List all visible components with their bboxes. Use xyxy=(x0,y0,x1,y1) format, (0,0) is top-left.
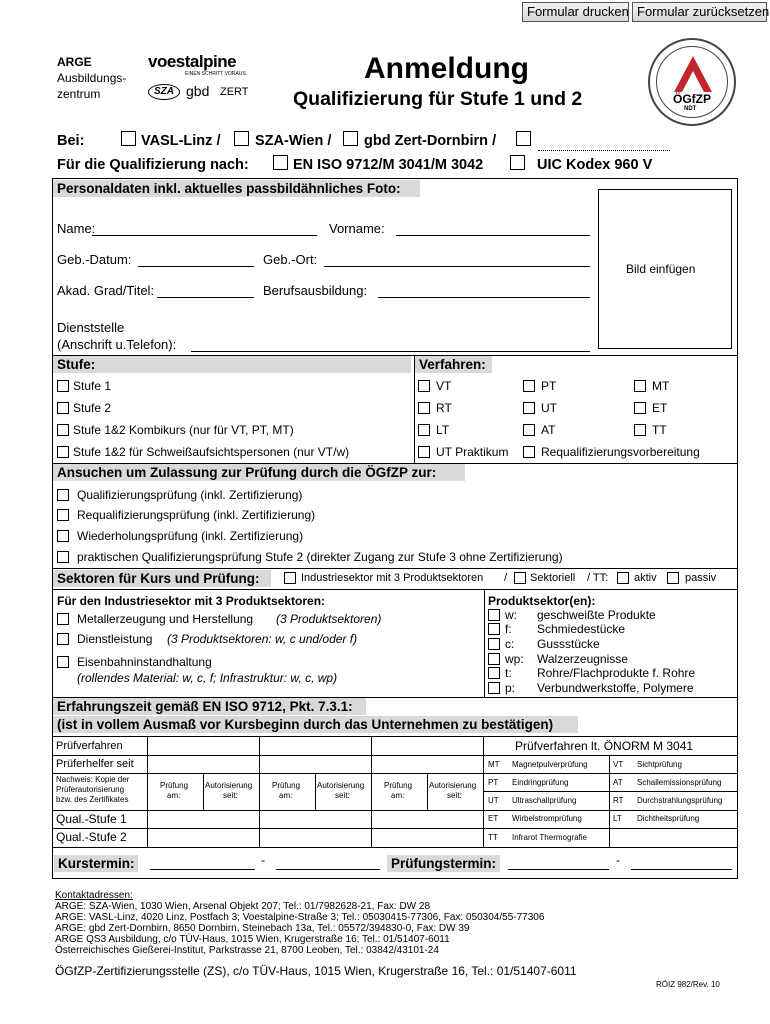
bei-label: Bei: xyxy=(57,133,85,149)
beruf-field[interactable] xyxy=(378,297,590,298)
autorisierung-sub: seit: xyxy=(335,791,350,800)
prod-wp-code: wp: xyxy=(505,652,524,666)
kontakt-line-3: ARGE: gbd Zert-Dornbirn, 8650 Dornbirn, Steinebach 13a, Tel.: 05572/394830-0, Fax: DW 39 xyxy=(55,923,470,934)
kontakt-line-5: Österreichisches Gießerei-Institut, Parkstrasse 21, 8700 Leoben, Tel.: 03842/43101-24 xyxy=(55,945,439,956)
kurstermin-label: Kurstermin: xyxy=(54,855,138,872)
kurstermin-dash: - xyxy=(261,853,265,867)
ansuchen-praktisch-label: praktischen Qualifizierungsprüfung Stufe 2 (direkter Zugang zur Stufe 3 ohne Zertifizierung) xyxy=(77,550,563,564)
ansuchen-wiederholung-checkbox[interactable] xyxy=(57,530,69,542)
stufe-kombi-label: Stufe 1&2 Kombikurs (nur für VT, PT, MT) xyxy=(73,423,294,437)
autorisierung-header: Autorisierung xyxy=(205,781,253,790)
verfahren-mt-label: MT xyxy=(652,379,670,393)
qual-stufe-1-label: Qual.-Stufe 1 xyxy=(56,812,127,826)
verfahren-tt-label: TT xyxy=(652,423,667,437)
verfahren-lt-label: LT xyxy=(436,423,450,437)
pruefung-am-sub: am: xyxy=(167,791,181,800)
akad-label: Akad. Grad/Titel: xyxy=(57,283,155,298)
method-tt-code: TT xyxy=(488,833,498,842)
prod-w-checkbox[interactable] xyxy=(488,609,500,621)
zentrum-label: zentrum xyxy=(57,87,101,101)
tt-passiv-checkbox[interactable] xyxy=(667,572,679,584)
method-et-name: Wirbelstromprüfung xyxy=(512,814,582,823)
voestalpine-logo: voestalpine xyxy=(148,52,237,71)
verfahren-et-label: ET xyxy=(652,401,668,415)
verfahren-et-checkbox[interactable] xyxy=(634,402,646,414)
beruf-label: Berufsausbildung: xyxy=(263,283,368,298)
ind-metall-label: Metallerzeugung und Herstellung xyxy=(77,612,254,626)
ind-eisenbahn-label: Eisenbahninstandhaltung xyxy=(77,655,212,669)
stufe-header: Stufe: xyxy=(53,356,411,373)
pruefung-am-sub: am: xyxy=(391,791,405,800)
method-rt-code: RT xyxy=(613,796,624,805)
prod-t-checkbox[interactable] xyxy=(488,667,500,679)
sektor-tt-label: / TT: xyxy=(587,572,609,584)
ansuchen-requal-label: Requalifizierungsprüfung (inkl. Zertifizierung) xyxy=(77,508,316,522)
prod-c-checkbox[interactable] xyxy=(488,638,500,650)
nachweis-line1: Nachweis: Kopie der xyxy=(56,775,130,784)
autorisierung-header: Autorisierung xyxy=(317,781,365,790)
prod-f-code: f: xyxy=(505,622,512,636)
ansuchen-requal-checkbox[interactable] xyxy=(57,509,69,521)
kontakt-line-1: ARGE: SZA-Wien, 1030 Wien, Arsenal Objekt 207; Tel.: 01/7982628-21, Fax: DW 28 xyxy=(55,901,430,912)
ausbildungs-label: Ausbildungs- xyxy=(57,71,127,85)
method-at-code: AT xyxy=(613,778,623,787)
tt-aktiv-label: aktiv xyxy=(634,572,657,584)
method-mt-code: MT xyxy=(488,760,500,769)
tt-passiv-label: passiv xyxy=(685,572,717,584)
prod-c-code: c: xyxy=(505,637,515,651)
prod-w-label: geschweißte Produkte xyxy=(537,608,656,622)
qual-en-iso-label: EN ISO 9712/M 3041/M 3042 xyxy=(293,157,484,173)
verfahren-rt-checkbox[interactable] xyxy=(418,402,430,414)
kontakt-header: Kontaktadressen: xyxy=(55,890,133,901)
ind-metall-checkbox[interactable] xyxy=(57,613,69,625)
kontakt-line-2: ARGE: VASL-Linz, 4020 Linz, Postfach 3; Voestalpine-Straße 3; Tel.: 05030415-77306, Fax: 050304/55-77306 xyxy=(55,912,545,923)
prod-w-code: w: xyxy=(505,608,517,622)
revision-label: RÖIZ 982/Rev. 10 xyxy=(656,980,720,989)
voestalpine-claim: EINEN SCHRITT VORAUS. xyxy=(185,71,248,77)
tt-aktiv-checkbox[interactable] xyxy=(617,572,629,584)
verfahren-pt-label: PT xyxy=(541,379,557,393)
method-pt-code: PT xyxy=(488,778,499,787)
geb-ort-field[interactable] xyxy=(324,266,590,267)
verfahren-vt-label: VT xyxy=(436,379,452,393)
method-at-name: Schallemissionsprüfung xyxy=(637,778,722,787)
pruefung-am-header: Prüfung xyxy=(384,781,413,790)
stufe-1-checkbox[interactable] xyxy=(57,380,69,392)
pruefverfahren-label: Prüfverfahren xyxy=(56,740,123,752)
verfahren-at-label: AT xyxy=(541,423,556,437)
method-vt-name: Sichtprüfung xyxy=(637,760,682,769)
method-tt-name: Infrarot Thermografie xyxy=(512,833,587,842)
stufe-1-label: Stufe 1 xyxy=(73,379,112,393)
oegfzp-seal-logo: ÖGfZP NDT xyxy=(648,38,736,126)
stufe-kombi-checkbox[interactable] xyxy=(57,424,69,436)
ind-dienst-checkbox[interactable] xyxy=(57,633,69,645)
ansuchen-wiederholung-label: Wiederholungsprüfung (inkl. Zertifizierung) xyxy=(77,529,304,543)
geb-datum-label: Geb.-Datum: xyxy=(57,252,132,267)
prod-f-checkbox[interactable] xyxy=(488,623,500,635)
stufe-schweiss-label: Stufe 1&2 für Schweißaufsichtspersonen (nur VT/w) xyxy=(73,445,350,459)
name-field[interactable] xyxy=(92,235,317,236)
verfahren-requal-label: Requalifizierungsvorbereitung xyxy=(541,445,700,459)
pruefungstermin-to-field[interactable] xyxy=(631,869,732,870)
page-subtitle: Qualifizierung für Stufe 1 und 2 xyxy=(293,88,583,110)
verfahren-ut-checkbox[interactable] xyxy=(523,402,535,414)
zert-logo: ZERT xyxy=(220,86,249,98)
oenorm-header: Prüfverfahren lt. ÖNORM M 3041 xyxy=(515,739,694,753)
arge-label: ARGE xyxy=(57,55,92,69)
nachweis-line2: Prüferautorisierung xyxy=(56,785,125,794)
anschrift-label: (Anschrift u.Telefon): xyxy=(57,337,177,352)
prod-p-code: p: xyxy=(505,681,516,695)
sektor-slash: / xyxy=(504,572,508,584)
qual-uic-checkbox[interactable] xyxy=(510,155,525,170)
verfahren-ut-praktikum-checkbox[interactable] xyxy=(418,446,430,458)
vorname-label: Vorname: xyxy=(329,221,385,236)
ansuchen-praktisch-checkbox[interactable] xyxy=(57,551,69,563)
nachweis-line3: bzw. des Zertifikates xyxy=(56,795,129,804)
method-pt-name: Eindringprüfung xyxy=(512,778,569,787)
method-rt-name: Durchstrahlungsprüfung xyxy=(637,796,723,805)
prod-t-label: Rohre/Flachprodukte f. Rohre xyxy=(537,666,696,680)
method-lt-code: LT xyxy=(613,814,622,823)
pruefung-am-sub: am: xyxy=(279,791,293,800)
verfahren-ut-praktikum-label: UT Praktikum xyxy=(436,445,509,459)
qual-stufe-2-label: Qual.-Stufe 2 xyxy=(56,830,127,844)
qual-label: Für die Qualifizierung nach: xyxy=(57,157,249,173)
name-label: Name: xyxy=(57,221,96,236)
autorisierung-sub: seit: xyxy=(447,791,462,800)
sektor-sektoriell-label: Sektoriell xyxy=(530,572,576,584)
ansuchen-qual-checkbox[interactable] xyxy=(57,489,69,501)
ind-eisenbahn-checkbox[interactable] xyxy=(57,656,69,668)
personal-header: Personaldaten inkl. aktuelles passbildähnliches Foto: xyxy=(53,180,420,197)
verfahren-header: Verfahren: xyxy=(415,356,492,373)
stufe-2-checkbox[interactable] xyxy=(57,402,69,414)
gbd-logo: gbd xyxy=(186,83,210,99)
sektor-industrie-label: Industriesektor mit 3 Produktsektoren xyxy=(301,572,484,584)
page-title: Anmeldung xyxy=(364,52,529,85)
sektor-industrie-checkbox[interactable] xyxy=(284,572,296,584)
prod-f-label: Schmiedestücke xyxy=(537,622,626,636)
prod-c-label: Gussstücke xyxy=(537,637,600,651)
stufe-schweiss-checkbox[interactable] xyxy=(57,446,69,458)
method-mt-name: Magnetpulverprüfung xyxy=(512,760,588,769)
pruefung-am-header: Prüfung xyxy=(272,781,301,790)
vorname-field[interactable] xyxy=(396,235,590,236)
verfahren-rt-label: RT xyxy=(436,401,452,415)
ansuchen-qual-label: Qualifizierungsprüfung (inkl. Zertifizierung) xyxy=(77,488,303,502)
erfahrung-subheader: (ist in vollem Ausmaß vor Kursbeginn durch das Unternehmen zu bestätigen) xyxy=(53,716,578,733)
bei-sza-label: SZA-Wien / xyxy=(255,133,332,149)
pruefung-am-header: Prüfung xyxy=(160,781,189,790)
method-ut-name: Ultraschallprüfung xyxy=(512,796,577,805)
sza-logo: SZA xyxy=(148,84,180,100)
bei-gbd-checkbox[interactable] xyxy=(343,131,358,146)
prod-p-checkbox[interactable] xyxy=(488,682,500,694)
pruefungstermin-label: Prüfungstermin: xyxy=(387,855,500,872)
geb-ort-label: Geb.-Ort: xyxy=(263,252,318,267)
verfahren-requal-checkbox[interactable] xyxy=(523,446,535,458)
bei-other-checkbox[interactable] xyxy=(516,131,531,146)
bei-vasl-label: VASL-Linz / xyxy=(141,133,221,149)
akad-field[interactable] xyxy=(157,297,254,298)
zertifizierungsstelle-text: ÖGfZP-Zertifizierungsstelle (ZS), c/o TÜV-Haus, 1015 Wien, Krugerstraße 16, Tel.: 01/51407-6011 xyxy=(55,964,577,978)
verfahren-lt-checkbox[interactable] xyxy=(418,424,430,436)
method-lt-name: Dichtheitsprüfung xyxy=(637,814,700,823)
kontakt-line-4: ARGE QS3 Ausbildung, c/o TÜV-Haus, 1015 Wien, Krugerstraße 16; Tel.: 01/51407-6011 xyxy=(55,934,450,945)
method-vt-code: VT xyxy=(613,760,624,769)
method-et-code: ET xyxy=(488,814,499,823)
sektoren-header: Sektoren für Kurs und Prüfung: xyxy=(53,570,271,587)
pruefungstermin-from-field[interactable] xyxy=(508,869,609,870)
anschrift-field[interactable] xyxy=(191,351,590,352)
verfahren-mt-checkbox[interactable] xyxy=(634,380,646,392)
autorisierung-sub: seit: xyxy=(223,791,238,800)
ind-metall-note: (3 Produktsektoren) xyxy=(276,612,382,626)
geb-datum-field[interactable] xyxy=(138,266,254,267)
prod-t-code: t: xyxy=(505,666,512,680)
photo-label: Bild einfügen xyxy=(626,262,696,276)
prod-p-label: Verbundwerkstoffe, Polymere xyxy=(537,681,694,695)
bei-sza-checkbox[interactable] xyxy=(234,131,249,146)
qual-en-iso-checkbox[interactable] xyxy=(273,155,288,170)
reset-form-button[interactable]: Formular zurücksetzen xyxy=(632,2,767,22)
bei-gbd-label: gbd Zert-Dornbirn / xyxy=(364,133,497,149)
pruefhelfer-label: Prüferhelfer seit xyxy=(56,758,134,770)
bei-vasl-checkbox[interactable] xyxy=(121,131,136,146)
verfahren-pt-checkbox[interactable] xyxy=(523,380,535,392)
ind-eisenbahn-note: (rollendes Material: w, c, f; Infrastruktur: w, c, wp) xyxy=(77,671,338,685)
verfahren-ut-label: UT xyxy=(541,401,557,415)
autorisierung-header: Autorisierung xyxy=(429,781,477,790)
print-form-button[interactable]: Formular drucken xyxy=(522,2,629,22)
prod-wp-checkbox[interactable] xyxy=(488,653,500,665)
stufe-2-label: Stufe 2 xyxy=(73,401,112,415)
qual-uic-label: UIC Kodex 960 V xyxy=(537,157,653,173)
pruefungstermin-dash: - xyxy=(616,853,620,867)
verfahren-at-checkbox[interactable] xyxy=(523,424,535,436)
produktsektor-header: Produktsektor(en): xyxy=(488,594,596,608)
bei-other-field[interactable] xyxy=(538,150,670,151)
dienststelle-label: Dienststelle xyxy=(57,320,125,335)
ind-dienst-label: Dienstleistung xyxy=(77,632,153,646)
sektor-sektoriell-checkbox[interactable] xyxy=(514,572,526,584)
ind-dienst-note: (3 Produktsektoren: w, c und/oder f) xyxy=(167,632,358,646)
erfahrung-header: Erfahrungszeit gemäß EN ISO 9712, Pkt. 7.3.1: xyxy=(53,698,366,715)
photo-box[interactable] xyxy=(598,189,732,349)
kurstermin-to-field[interactable] xyxy=(276,869,380,870)
kurstermin-from-field[interactable] xyxy=(150,869,255,870)
prod-wp-label: Walzerzeugnisse xyxy=(537,652,628,666)
ansuchen-header: Ansuchen um Zulassung zur Prüfung durch die ÖGfZP zur: xyxy=(53,464,465,481)
verfahren-tt-checkbox[interactable] xyxy=(634,424,646,436)
verfahren-vt-checkbox[interactable] xyxy=(418,380,430,392)
method-ut-code: UT xyxy=(488,796,499,805)
industrie-subheader: Für den Industriesektor mit 3 Produktsektoren: xyxy=(57,594,326,608)
